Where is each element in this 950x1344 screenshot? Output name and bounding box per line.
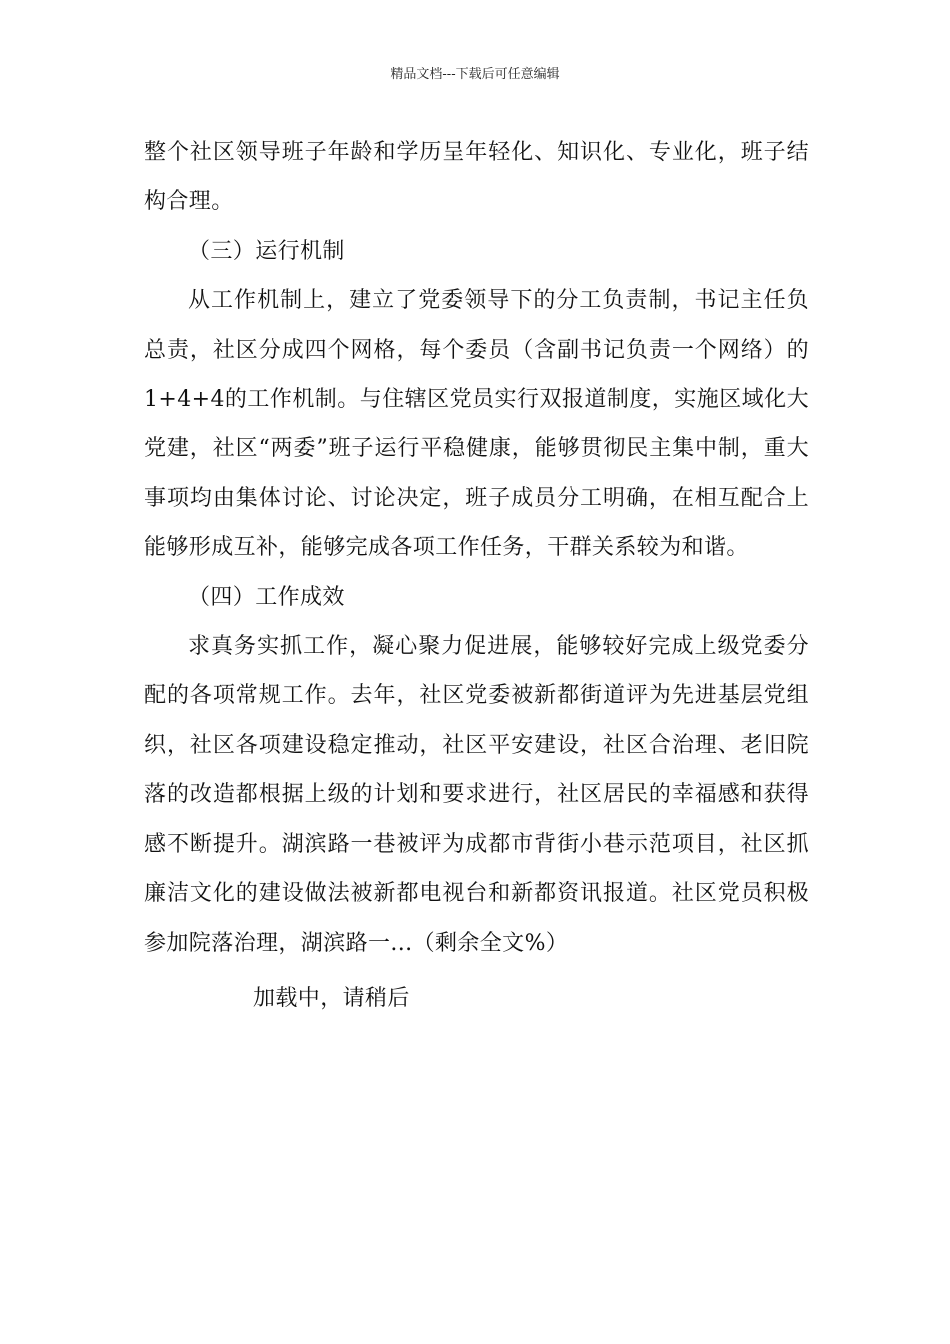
paragraph-work-results: 求真务实抓工作，凝心聚力促进展，能够较好完成上级党委分配的各项常规工作。去年，社区党委被新都街道评为先进基层党组织，社区各项建设稳定推动，社区平安建设，社区合治理、老旧院落的改造都根据上级的计划和要求进行，社区居民的幸福感和获得感不断提升。湖滨路一巷被评为成都市背街小巷示范项目，社区抓廉洁文化的建设做法被新都电视台和新都资讯报道。社区党员积极参加院落治理，湖滨路一...（剩余全文%）: [144, 634, 809, 956]
section-heading-operation-mechanism: （三）运行机制: [188, 238, 345, 264]
section-heading-work-results: （四）工作成效: [188, 584, 345, 610]
loading-text: 加载中，请稍后: [253, 986, 410, 1011]
paragraph-continuation: 整个社区领导班子年龄和学历呈年轻化、知识化、专业化，班子结构合理。: [144, 140, 809, 215]
page-header: 精品文档---下载后可任意编辑: [390, 67, 560, 82]
document-body: [144, 128, 809, 968]
paragraph-operation-mechanism: 从工作机制上，建立了党委领导下的分工负责制，书记主任负总责，社区分成四个网格，每个委员（含副书记负责一个网络）的1+4+4的工作机制。与住辖区党员实行双报道制度，实施区域化大党建，社区“两委”班子运行平稳健康，能够贯彻民主集中制，重大事项均由集体讨论、讨论决定，班子成员分工明确，在相互配合上能够形成互补，能够完成各项工作任务，干群关系较为和谐。: [144, 288, 809, 561]
